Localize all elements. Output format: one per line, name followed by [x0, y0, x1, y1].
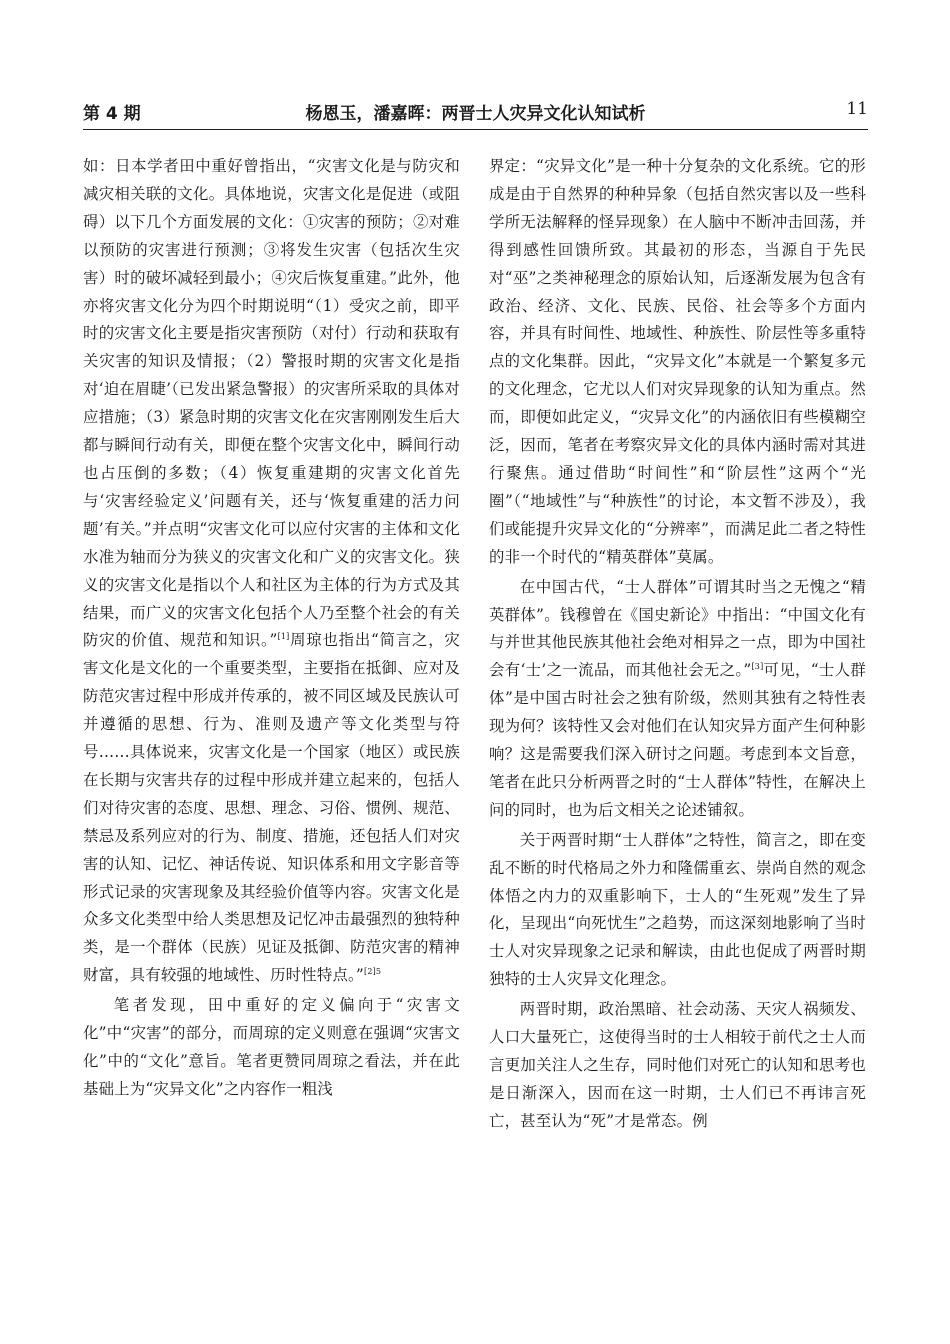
paragraph: 关于两晋时期“士人群体”之特性，简言之，即在变乱不断的时代格局之外力和隆儒重玄、崇尚自然的观念体悟之内力的双重影响下，士人的“生死观”发生了异化，呈现出“向死忧生”之趋势，而这深刻地影响了当时士人对灾异现象之记录和解读，由此也促成了两晋时期独特的士人灾异文化理念。 [489, 830, 866, 989]
paragraph-text: 可见，“士人群体”是中国古时社会之独有阶级，然则其独有之特性表现为何？该特性又会对他们在认知灾异方面产生何种影响？这是需要我们深入研讨之问题。考虑到本文旨意，笔者在此只分析两晋之时的“士人群体”特性，在解决上问的同时，也为后文相关之论述铺叙。 [489, 661, 866, 819]
page-number: 11 [846, 99, 868, 119]
paragraph [83, 153, 460, 990]
running-title: 杨恩玉，潘嘉晖：两晋士人灾异文化认知试析 [305, 104, 646, 124]
paragraph-text: 周琼也指出“简言之，灾害文化是文化的一个重要类型，主要指在抵御、应对及防范灾害过程中形成并传承的，被不同区域及民族认可并遵循的思想、行为、准则及遗产等文化类型与符号……具体说来，灾害文化是一个国家（地区）或民族在长期与灾害共存的过程中形成并建立起来的，包括人们对待灾害的态度、思想、理念、习俗、惯例、规范、禁忌及系列应对的行为、制度、措施，还包括人们对灾害的认知、记忆、神话传说、知识体系和用文字影音等形式记录的灾害现象及其经验价值等内容。灾害文化是众多文化类型中给人类思想及记忆冲击最强烈的独特种类，是一个群体（民族）见证及抵御、防范灾害的精神财富，具有较强的地域性、历时性特点。” [83, 631, 460, 985]
paragraph: 笔者发现，田中重好的定义偏向于“灾害文化”中“灾害”的部分，而周琼的定义则意在强调“灾害文化”中的“文化”意旨。笔者更赞同周琼之看法，并在此基础上为“灾异文化”之内容作一粗浅 [83, 996, 460, 1098]
paragraph: 界定：“灾异文化”是一种十分复杂的文化系统。它的形成是由于自然界的种种异象（包括自然灾害以及一些科学所无法解释的怪异现象）在人脑中不断冲击回荡，并得到感性回馈所致。其最初的形态，当源自于先民对“巫”之类神秘理念的原始认知，后逐渐发展为包含有政治、经济、文化、民族、民俗、社会等多个方面内容，并具有时间性、地域性、种族性、阶层性等多重特点的文化集群。因此，“灾异文化”本就是一个繁复多元的文化理念，它尤以人们对灾异现象的认知为重点。然而，即便如此定义，“灾异文化”的内涵依旧有些模糊空泛，因而，笔者在考察灾异文化的具体内涵时需对其进行聚焦。通过借助“时间性”和“阶层性”这两个“光圈”（“地域性”与“种族性”的讨论，本文暂不涉及），我们或能提升灾异文化的“分辨率”，而满足此二者之特性的非一个时代的“精英群体”莫属。 [489, 157, 866, 566]
citation-ref: [2]5 [364, 967, 382, 977]
issue-number: 第 4 期 [83, 104, 141, 124]
citation-ref: [3] [751, 662, 764, 672]
citation-ref: [1] [277, 632, 290, 642]
left-column [83, 153, 460, 1106]
paragraph: 两晋时期，政治黑暗、社会动荡、天灾人祸频发、人口大量死亡，这使得当时的士人相较于前代之士人而言更加关注人之生存，同时他们对死亡的认知和思考也是日渐深入，因而在这一时期，士人们已不再讳言死亡，甚至认为“死”才是常态。例 [489, 1000, 866, 1130]
running-header [83, 99, 868, 130]
paragraph-text: 如：日本学者田中重好曾指出，“灾害文化是与防灾和减灾相关联的文化。具体地说，灾害文化是促进（或阻碍）以下几个方面发展的文化：①灾害的预防；②对难以预防的灾害进行预测；③将发生灾害（包括次生灾害）时的破坏减轻到最小；④灾后恢复重建。”此外，他亦将灾害文化分为四个时期说明“（1）受灾之前，即平时的灾害文化主要是指灾害预防（对付）行动和获取有关灾害的知识及情报；（2）警报时期的灾害文化是指对‘迫在眉睫’（已发出紧急警报）的灾害所采取的具体对应措施；（3）紧急时期的灾害文化在灾害刚刚发生后大都与瞬间行动有关，即便在整个灾害文化中，瞬间行动也占压倒的多数；（4）恢复重建期的灾害文化首先与‘灾害经验定义’问题有关，还与‘恢复重建的活力问题’有关。”并点明“灾害文化可以应付灾害的主体和文化水准为轴而分为狭义的灾害文化和广义的灾害文化。狭义的灾害文化是指以个人和社区为主体的行为方式及其结果，而广义的灾害文化包括个人乃至整个社会的有关防灾的价值、规范和知识。” [83, 157, 460, 650]
right-column [489, 153, 866, 1138]
paragraph [489, 574, 866, 825]
paragraph-text: 在中国古代，“士人群体”可谓其时当之无愧之“精英群体”。钱穆曾在《国史新论》中指出：“中国文化有与并世其他民族其他社会绝对相异之一点，即为中国社会有‘士’之一流品，而其他社会无之。” [489, 577, 866, 680]
